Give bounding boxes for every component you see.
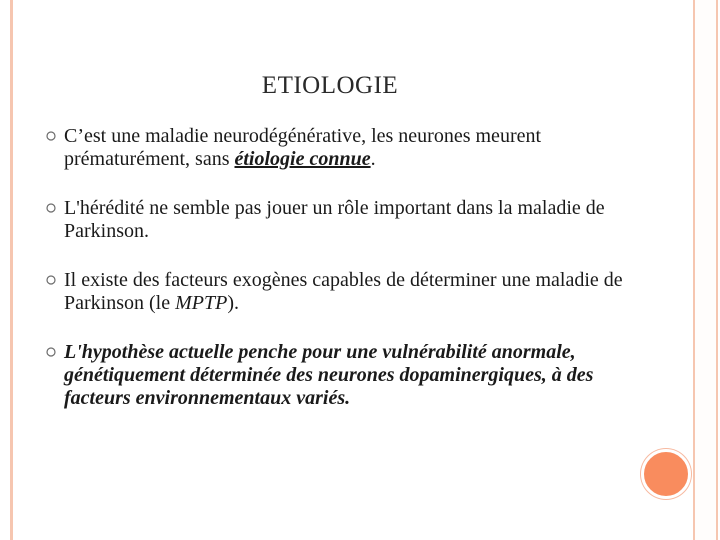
slide-title	[0, 72, 660, 100]
circle-outline-icon	[44, 129, 58, 143]
bullet-item-4	[44, 341, 624, 410]
bullet-text-2: L'hérédité ne semble pas jouer un rôle important dans la maladie de Parkinson.	[64, 197, 605, 242]
bullet-list	[44, 125, 624, 436]
right-border-line-inner	[693, 0, 695, 540]
bullet-item-3	[44, 269, 624, 315]
circle-decoration-icon	[641, 449, 691, 499]
circle-outline-icon	[44, 345, 58, 359]
bullet-item-2	[44, 197, 624, 243]
right-border-band	[695, 0, 716, 540]
bullet-item-1	[44, 125, 624, 171]
right-border-line-outer	[716, 0, 718, 540]
slide-title-text: ETIOLOGIE	[261, 72, 399, 99]
circle-outline-icon	[44, 201, 58, 215]
bullet-text-3: Il existe des facteurs exogènes capables de déterminer une maladie de Parkinson (le MPTP).	[64, 269, 623, 314]
bullet-text-4: L'hypothèse actuelle penche pour une vulnérabilité anormale, génétiquement déterminée des neurones dopaminergiques, à des facteurs environnementaux variés.	[64, 341, 594, 409]
bullet-text-1: C’est une maladie neurodégénérative, les neurones meurent prématurément, sans étiologie connue.	[64, 125, 542, 170]
circle-outline-icon	[44, 273, 58, 287]
